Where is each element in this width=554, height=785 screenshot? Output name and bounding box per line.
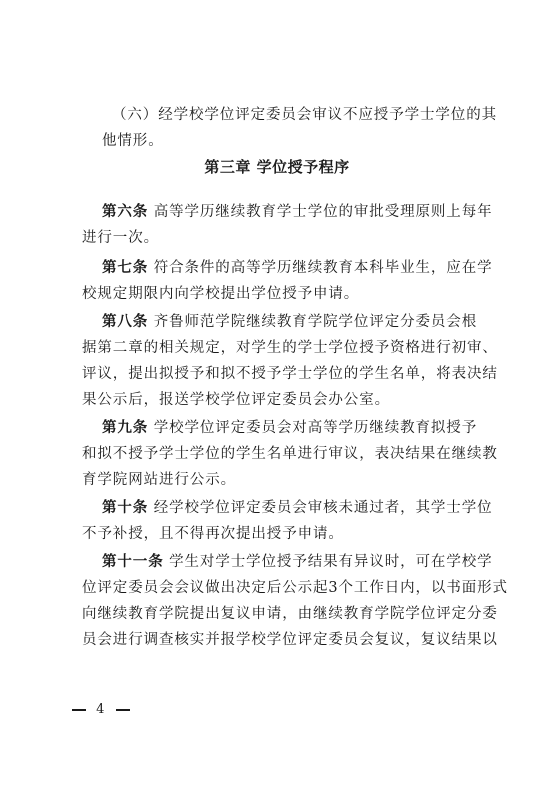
article-9-line-3: 育学院网站进行公示。 [82, 472, 236, 488]
article-9-line-2: 和拟不授予学士学位的学生名单进行审议，表决结果在继续教 [82, 446, 498, 462]
article-8-line-1: 第八条 齐鲁师范学院继续教育学院学位评定分委员会根 [102, 313, 478, 330]
article-6-line-2: 进行一次。 [82, 230, 159, 246]
article-11-label: 第十一条 [102, 553, 164, 570]
article-8-line-3: 评议，提出拟授予和拟不授予学士学位的学生名单，将表决结 [82, 366, 498, 382]
article-11-line-2: 位评定委员会会议做出决定后公示起3个工作日内，以书面形式 [82, 580, 508, 596]
article-7-label: 第七条 [102, 259, 149, 276]
article-11-line-3: 向继续教育学院提出复议申请，由继续教育学院学位评定分委 [82, 606, 498, 622]
article-8-label: 第八条 [102, 313, 149, 330]
dash-left [72, 709, 86, 711]
item-6-line-2: 他情形。 [102, 133, 164, 149]
article-9-line-1: 第九条 学校学位评定委员会对高等学历继续教育拟授予 [102, 419, 478, 436]
dash-right [116, 709, 130, 711]
article-7-line-1: 第七条 符合条件的高等学历继续教育本科毕业生，应在学 [102, 259, 493, 276]
page-number-footer [72, 700, 130, 720]
article-11-line-4: 员会进行调查核实并报学校学位评定委员会复议，复议结果以 [82, 632, 498, 648]
article-6-label: 第六条 [102, 203, 149, 220]
page-number: 4 [96, 702, 106, 717]
article-9-label: 第九条 [102, 419, 149, 436]
article-8-line-4: 果公示后，报送学校学位评定委员会办公室。 [82, 392, 390, 408]
article-11-line-1: 第十一条 学生对学士学位授予结果有异议时，可在学校学 [102, 553, 493, 570]
chapter-title: 第三章 学位授予程序 [204, 158, 350, 176]
article-10-label: 第十条 [102, 499, 149, 516]
article-8-line-2: 据第二章的相关规定，对学生的学士学位授予资格进行初审、 [82, 340, 498, 356]
article-10-line-2: 不予补授，且不得再次提出授予申请。 [82, 526, 344, 542]
item-6-line-1: （六）经学校学位评定委员会审议不应授予学士学位的其 [112, 107, 497, 123]
article-6-line-1: 第六条 高等学历继续教育学士学位的审批受理原则上每年 [102, 203, 493, 220]
article-7-line-2: 校规定期限内向学校提出学位授予申请。 [82, 286, 360, 302]
article-10-line-1: 第十条 经学校学位评定委员会审核未通过者，其学士学位 [102, 499, 493, 516]
